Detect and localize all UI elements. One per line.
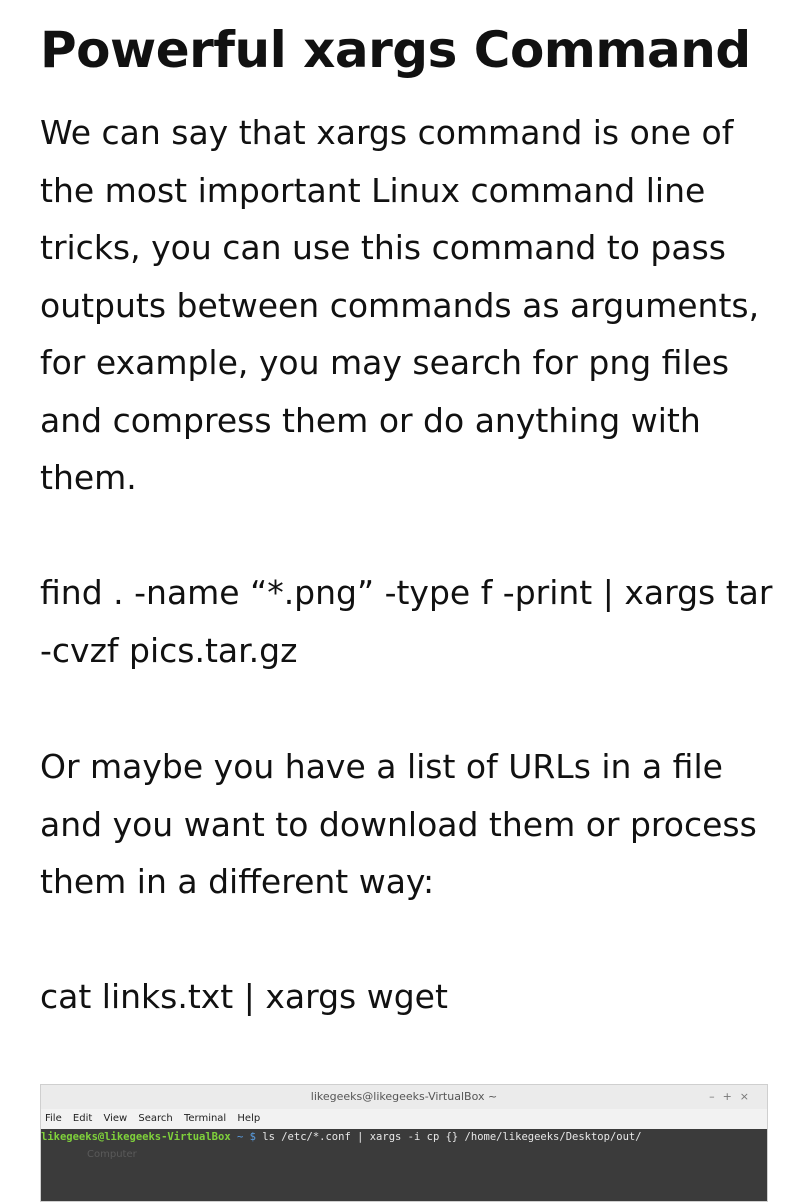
menu-help[interactable]: Help	[237, 1113, 261, 1124]
background-desktop-label: Computer	[87, 1149, 137, 1160]
intro-paragraph: We can say that xargs command is one of the most important Linux command line tricks, you can use this command to pass outputs between commands as arguments, for example, you may search for png files and compress them or do anything with them.	[40, 113, 760, 497]
close-icon[interactable]: ×	[739, 1090, 757, 1103]
maximize-icon[interactable]: +	[722, 1090, 740, 1103]
menu-file[interactable]: File	[45, 1113, 62, 1124]
prompt-user: likegeeks@likegeeks-VirtualBox	[41, 1131, 231, 1143]
menu-terminal[interactable]: Terminal	[183, 1113, 227, 1124]
terminal-menubar	[41, 1109, 767, 1129]
urls-paragraph: Or maybe you have a list of URLs in a file and you want to download them or process them in a different way:	[40, 747, 757, 901]
article-title: Powerful xargs Command	[40, 21, 751, 79]
wget-command-example: cat links.txt | xargs wget	[40, 977, 448, 1016]
window-controls	[709, 1085, 757, 1109]
find-command-example: find . -name “*.png” -type f -print | xargs tar -cvzf pics.tar.gz	[40, 573, 773, 670]
terminal-screen[interactable]	[41, 1129, 767, 1202]
prompt-path: ~ $	[230, 1131, 263, 1143]
minimize-icon[interactable]: –	[709, 1090, 723, 1103]
terminal-command: ls /etc/*.conf | xargs -i cp {} /home/likegeeks/Desktop/out/	[262, 1131, 642, 1143]
menu-search[interactable]: Search	[138, 1113, 173, 1124]
menu-edit[interactable]: Edit	[72, 1113, 93, 1124]
terminal-screenshot	[40, 1084, 768, 1202]
terminal-window-title: likegeeks@likegeeks-VirtualBox ~	[310, 1090, 498, 1103]
menu-view[interactable]: View	[103, 1113, 128, 1124]
terminal-titlebar	[41, 1085, 767, 1109]
